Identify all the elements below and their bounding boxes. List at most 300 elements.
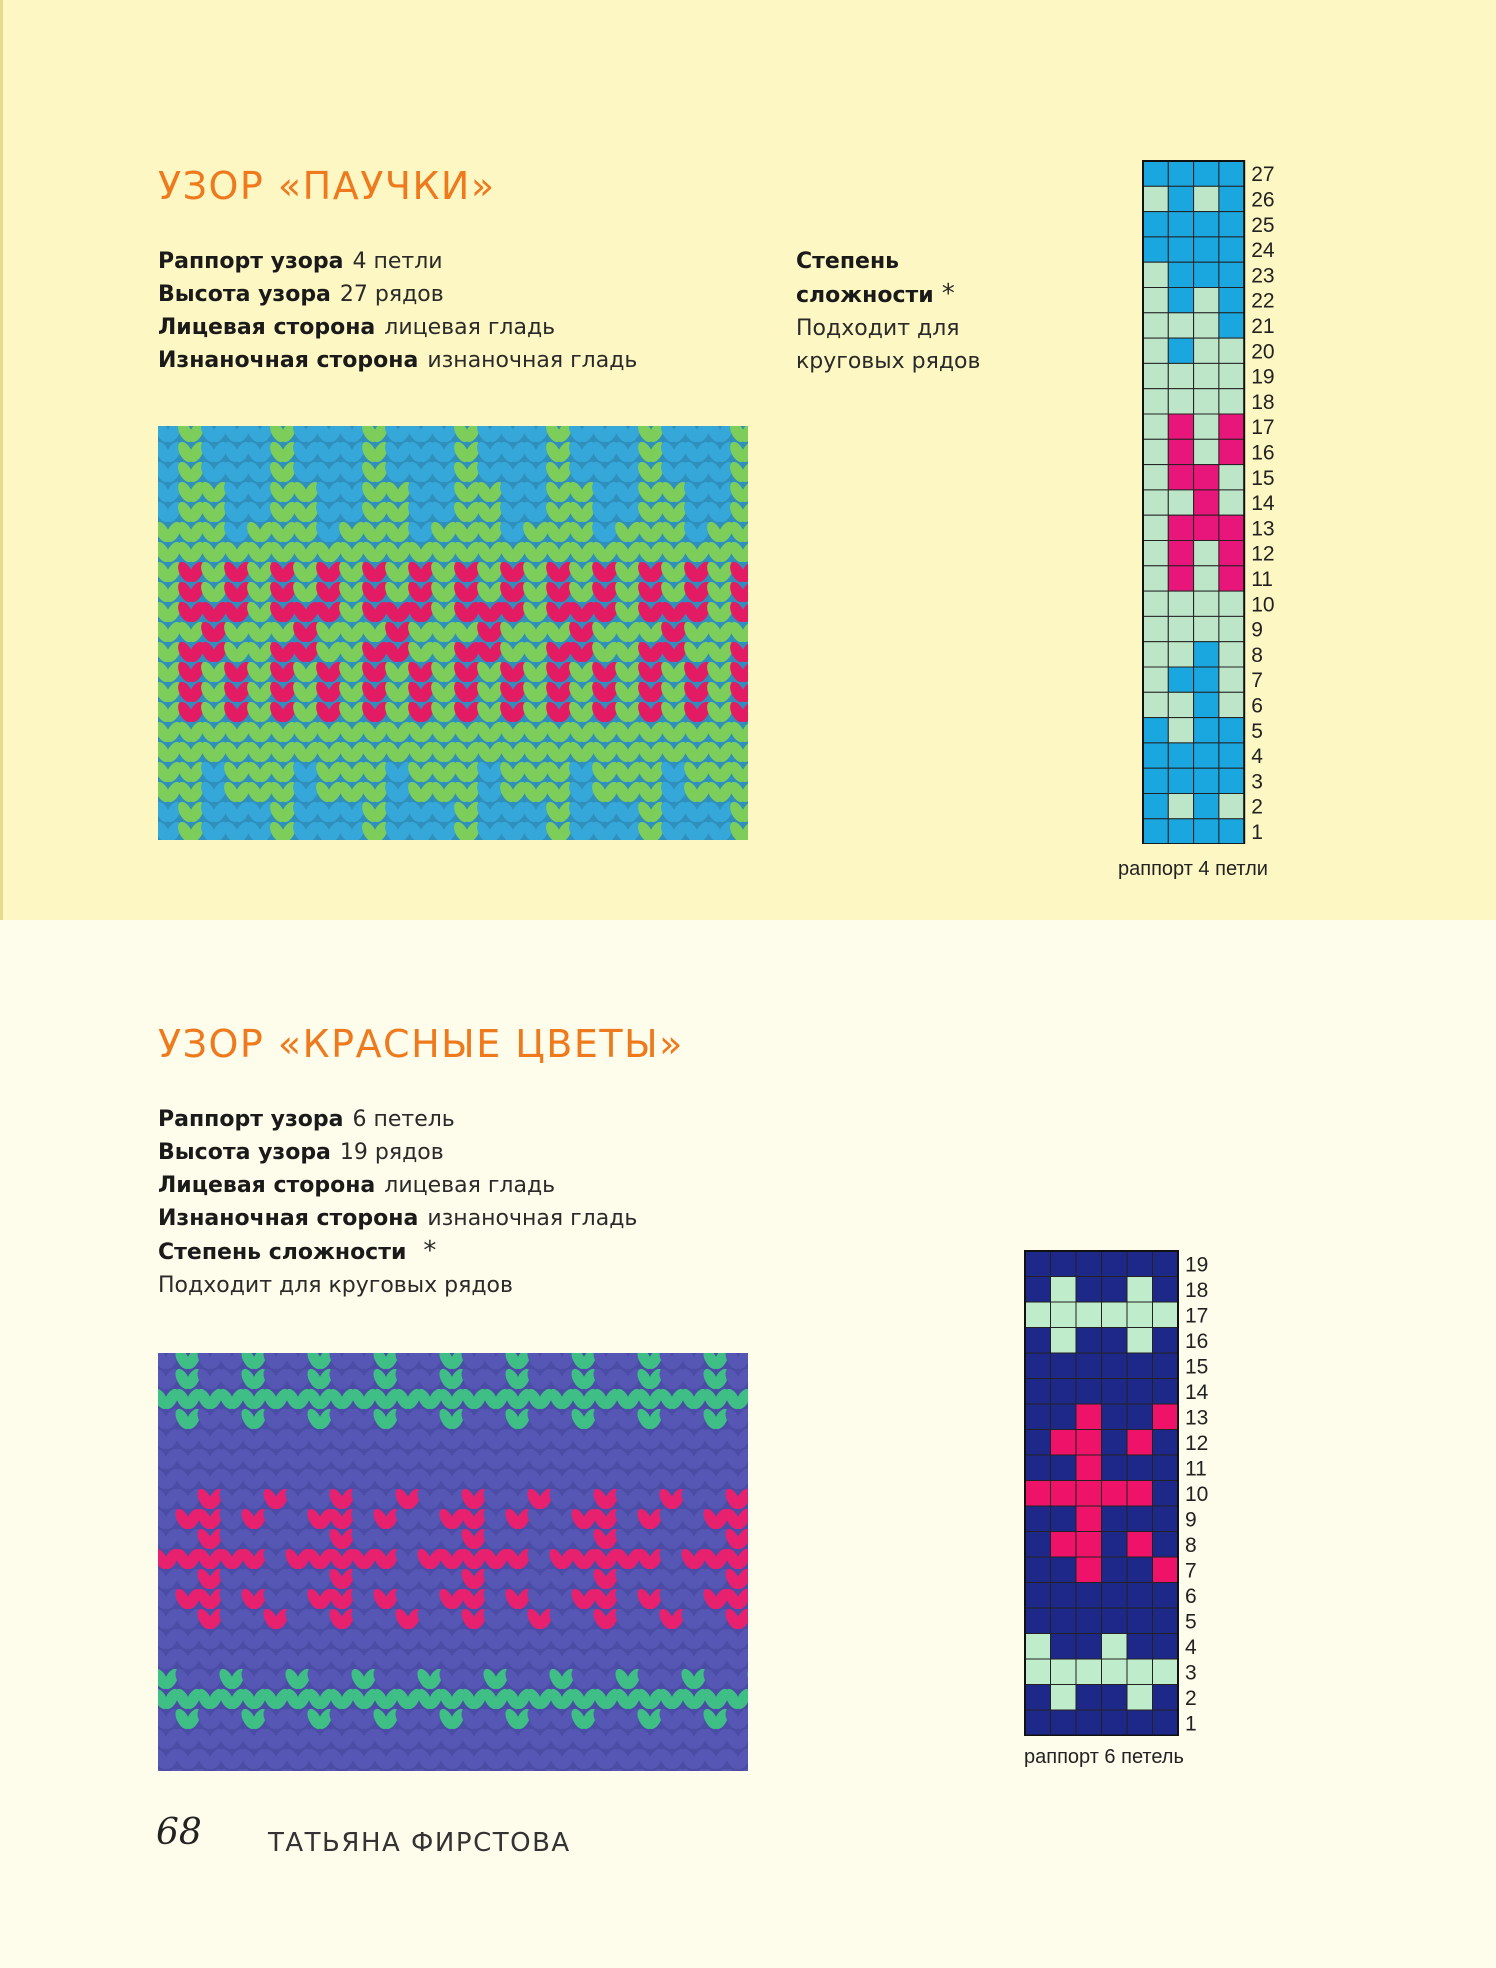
chart-cell [1143,363,1168,388]
page-edge [0,0,3,920]
difficulty-label: Степень сложности [158,1240,407,1265]
chart-cell [1127,1430,1153,1456]
face-side-label: Лицевая сторона [158,315,376,340]
chart-cell [1219,313,1244,338]
chart-cell [1219,288,1244,313]
chart-row-number: 15 [1251,466,1275,490]
chart-cell [1153,1481,1179,1507]
chart-row-number: 15 [1185,1355,1209,1379]
chart-cell [1143,212,1168,237]
chart-cell [1051,1302,1077,1328]
height-label: Высота узора [158,1140,331,1165]
chart-cell [1143,237,1168,262]
chart-cell [1143,186,1168,211]
chart-cell [1025,1532,1051,1558]
chart-cell [1076,1430,1102,1456]
chart-cell [1219,338,1244,363]
chart-cell [1168,288,1193,313]
chart-cell [1025,1328,1051,1354]
chart-cell [1025,1404,1051,1430]
chart-cell [1219,692,1244,717]
chart-cell [1194,642,1219,667]
chart-cell [1143,161,1168,186]
chart-cell [1153,1506,1179,1532]
back-side-value: изнаночная гладь [427,348,638,373]
chart-cell [1143,414,1168,439]
chart-cell [1127,1557,1153,1583]
chart-cell [1194,439,1219,464]
chart-cell [1102,1634,1128,1660]
chart-cell [1153,1557,1179,1583]
chart-row-number: 2 [1251,795,1263,819]
chart-row-number: 21 [1251,315,1275,339]
chart-row-number: 27 [1251,163,1275,187]
chart-cell [1153,1532,1179,1558]
chart-cell [1219,819,1244,844]
rapport-label: Раппорт узора [158,249,344,274]
chart-cell [1051,1634,1077,1660]
chart-cell [1143,439,1168,464]
difficulty-label-1: Степень [796,249,900,274]
chart-cell [1194,515,1219,540]
chart-cell [1219,642,1244,667]
pattern-title-spiders: УЗОР «ПАУЧКИ» [158,164,496,208]
chart-cell [1219,237,1244,262]
chart-cell [1143,642,1168,667]
chart-cell [1168,237,1193,262]
chart-cell [1076,1608,1102,1634]
chart-cell [1102,1302,1128,1328]
chart-cell [1143,515,1168,540]
chart-cell [1194,591,1219,616]
chart-cell [1127,1277,1153,1303]
chart-row-number: 8 [1251,643,1263,667]
chart-cell [1025,1710,1051,1736]
chart-cell [1102,1379,1128,1405]
chart-row-number: 10 [1185,1482,1209,1506]
chart-row-number: 17 [1251,416,1275,440]
chart-cell [1194,389,1219,414]
chart-cell [1076,1404,1102,1430]
chart-cell [1168,490,1193,515]
difficulty-star: * [941,279,955,309]
chart-cell [1076,1353,1102,1379]
chart-cell [1102,1557,1128,1583]
chart-cell [1051,1608,1077,1634]
chart-cell [1153,1328,1179,1354]
chart-cell [1025,1302,1051,1328]
chart-row-number: 18 [1185,1278,1209,1302]
chart-cell [1194,338,1219,363]
chart-cell [1153,1302,1179,1328]
chart-cell [1102,1430,1128,1456]
difficulty-label-line1 [796,245,980,278]
chart-cell [1025,1251,1051,1277]
chart-cell [1025,1430,1051,1456]
chart-row-number: 6 [1251,694,1263,718]
difficulty-star: * [423,1236,437,1266]
height-row [158,278,637,311]
pattern-specs-spiders [158,245,637,377]
chart-row-number: 16 [1185,1329,1209,1353]
chart-cell [1194,743,1219,768]
chart-cell [1051,1583,1077,1609]
chart-cell [1194,313,1219,338]
chart-cell [1025,1277,1051,1303]
chart-row-number: 6 [1185,1584,1197,1608]
chart-row-number: 12 [1251,542,1275,566]
chart-cell [1168,212,1193,237]
chart-cell [1051,1251,1077,1277]
back-side-label: Изнаночная сторона [158,1206,419,1231]
chart-cell [1102,1328,1128,1354]
rapport-value: 4 петли [352,249,443,274]
chart-row-number: 9 [1185,1508,1197,1532]
chart-cell [1127,1685,1153,1711]
chart-cell [1219,541,1244,566]
chart-cell [1143,768,1168,793]
chart-cell [1076,1481,1102,1507]
chart-row-number: 5 [1185,1610,1197,1634]
chart-cell [1194,237,1219,262]
chart-cell [1219,591,1244,616]
chart-cell [1194,718,1219,743]
chart-cell [1153,1685,1179,1711]
chart-cell [1143,313,1168,338]
chart-cell [1143,718,1168,743]
chart-cell [1051,1557,1077,1583]
chart-cell [1168,389,1193,414]
round-rows-note: Подходит для круговых рядов [158,1273,513,1298]
face-side-label: Лицевая сторона [158,1173,376,1198]
chart-cell [1127,1634,1153,1660]
chart-cell [1102,1608,1128,1634]
chart-cell [1102,1251,1128,1277]
chart-cell [1051,1685,1077,1711]
chart-cell [1143,819,1168,844]
chart-cell [1076,1659,1102,1685]
chart-cell [1076,1710,1102,1736]
back-side-row [158,344,637,377]
chart-cell [1219,515,1244,540]
chart-cell [1076,1379,1102,1405]
chart-cell [1025,1659,1051,1685]
chart-cell [1102,1506,1128,1532]
face-side-row [158,311,637,344]
chart-row-number: 25 [1251,213,1275,237]
chart-row-number: 14 [1251,492,1275,516]
chart-cell [1051,1404,1077,1430]
height-row [158,1136,637,1169]
chart-cell [1168,667,1193,692]
chart-cell [1102,1710,1128,1736]
face-side-value: лицевая гладь [384,315,556,340]
chart-cell [1168,363,1193,388]
chart-cell [1194,794,1219,819]
chart-cell [1143,591,1168,616]
chart-cell [1051,1659,1077,1685]
chart-cell [1051,1532,1077,1558]
knit-photo-spiders [158,426,748,840]
chart-cell [1219,262,1244,287]
chart-cell [1076,1685,1102,1711]
chart-cell [1025,1583,1051,1609]
chart-cell [1194,692,1219,717]
pattern-specs-red-flowers [158,1103,637,1302]
chart-cell [1219,768,1244,793]
chart-cell [1168,414,1193,439]
chart-row-number: 22 [1251,289,1275,313]
chart-cell [1153,1608,1179,1634]
chart-cell [1194,186,1219,211]
chart-cell [1102,1353,1128,1379]
chart-cell [1127,1302,1153,1328]
chart-row-number: 11 [1251,568,1274,592]
chart-row-number: 16 [1251,441,1275,465]
chart-row-number: 5 [1251,719,1263,743]
chart-row-number: 19 [1185,1253,1209,1277]
rapport-row [158,245,637,278]
pattern-title-red-flowers: УЗОР «КРАСНЫЕ ЦВЕТЫ» [158,1022,684,1066]
chart-cell [1143,794,1168,819]
chart-cell [1051,1430,1077,1456]
chart-cell [1143,667,1168,692]
chart-cell [1076,1455,1102,1481]
chart-row-number: 20 [1251,340,1275,364]
chart-cell [1194,819,1219,844]
chart-cell [1219,490,1244,515]
chart-cell [1153,1430,1179,1456]
chart-cell [1219,186,1244,211]
chart-row-number: 13 [1251,517,1275,541]
difficulty-label-2: сложности [796,283,934,308]
chart-cell [1194,566,1219,591]
chart-cell [1168,338,1193,363]
chart-cell [1168,313,1193,338]
chart-row-number: 3 [1251,770,1263,794]
chart-cell [1025,1634,1051,1660]
chart-cell [1194,414,1219,439]
chart-cell [1219,212,1244,237]
chart-cell [1143,338,1168,363]
chart-cell [1168,692,1193,717]
chart-cell [1051,1481,1077,1507]
chart-cell [1219,616,1244,641]
chart-cell [1194,465,1219,490]
chart-row-number: 10 [1251,593,1275,617]
chart-cell [1153,1251,1179,1277]
chart-cell [1127,1328,1153,1354]
chart-cell [1143,566,1168,591]
chart-cell [1194,262,1219,287]
chart-cell [1168,591,1193,616]
chart-cell [1076,1328,1102,1354]
chart-cell [1168,566,1193,591]
chart-cell [1102,1583,1128,1609]
chart-cell [1102,1659,1128,1685]
chart-cell [1025,1506,1051,1532]
chart-cell [1143,743,1168,768]
chart-cell [1076,1506,1102,1532]
chart-cell [1076,1634,1102,1660]
chart-cell [1127,1404,1153,1430]
chart-cell [1194,541,1219,566]
back-side-label: Изнаночная сторона [158,348,419,373]
chart-cell [1153,1353,1179,1379]
chart-row-number: 7 [1185,1559,1197,1583]
chart-row-number: 14 [1185,1380,1209,1404]
height-value: 19 рядов [339,1140,444,1165]
chart-cell [1051,1455,1077,1481]
chart-cell [1219,743,1244,768]
chart-cell [1168,819,1193,844]
chart-cell [1153,1710,1179,1736]
difficulty-row [158,1235,637,1269]
height-label: Высота узора [158,282,331,307]
chart-cell [1102,1455,1128,1481]
chart-row-number: 23 [1251,264,1275,288]
chart-cell [1127,1659,1153,1685]
difficulty-label-line2 [796,278,980,312]
chart-cell [1194,212,1219,237]
chart-cell [1051,1506,1077,1532]
chart-row-number: 7 [1251,669,1263,693]
back-side-value: изнаночная гладь [427,1206,638,1231]
chart-cell [1194,490,1219,515]
chart-cell [1194,161,1219,186]
chart-cell [1127,1506,1153,1532]
page-number: 68 [156,1812,202,1853]
chart-cell [1076,1532,1102,1558]
chart-cell [1153,1379,1179,1405]
chart-cell [1219,718,1244,743]
chart-cell [1143,262,1168,287]
chart-cell [1076,1557,1102,1583]
chart-cell [1143,389,1168,414]
chart-cell [1102,1532,1128,1558]
chart-cell [1127,1532,1153,1558]
chart-cell [1025,1481,1051,1507]
chart-cell [1051,1328,1077,1354]
chart-cell [1219,161,1244,186]
face-side-row [158,1169,637,1202]
chart-cell [1219,667,1244,692]
chart-cell [1194,616,1219,641]
rapport-value: 6 петель [352,1107,455,1132]
chart-cell [1168,642,1193,667]
chart-cell [1143,465,1168,490]
chart-cell [1153,1659,1179,1685]
rapport-row [158,1103,637,1136]
rapport-label: Раппорт узора [158,1107,344,1132]
chart-cell [1127,1251,1153,1277]
chart-cell [1102,1404,1128,1430]
chart-cell [1168,439,1193,464]
chart-cell [1127,1710,1153,1736]
chart-cell [1153,1404,1179,1430]
chart-row-number: 9 [1251,618,1263,642]
chart-cell [1076,1302,1102,1328]
chart-cell [1127,1455,1153,1481]
chart-row-number: 17 [1185,1304,1209,1328]
chart-row-number: 8 [1185,1533,1197,1557]
chart-cell [1219,566,1244,591]
chart-cell [1102,1481,1128,1507]
chart-cell [1143,288,1168,313]
chart-cell [1025,1455,1051,1481]
chart-cell [1051,1277,1077,1303]
knit-photo-red-flowers [158,1353,748,1771]
chart-cell [1168,794,1193,819]
chart-cell [1219,363,1244,388]
chart-cell [1102,1277,1128,1303]
chart-cell [1168,768,1193,793]
chart-cell [1168,743,1193,768]
chart-cell [1168,161,1193,186]
chart-row-number: 19 [1251,365,1275,389]
chart-row-number: 11 [1185,1457,1207,1481]
author-name: ТАТЬЯНА ФИРСТОВА [268,1828,571,1858]
chart-row-number: 4 [1251,745,1263,769]
chart-row-number: 18 [1251,390,1275,414]
chart-cell [1153,1277,1179,1303]
chart-cell [1051,1710,1077,1736]
chart-cell [1127,1583,1153,1609]
chart-red-flowers [1024,1250,1228,1736]
chart-row-number: 3 [1185,1661,1197,1685]
chart-cell [1143,616,1168,641]
height-value: 27 рядов [339,282,444,307]
chart-cell [1219,439,1244,464]
chart-spiders [1142,160,1312,844]
back-side-row [158,1202,637,1235]
chart-cell [1076,1277,1102,1303]
chart-cell [1025,1608,1051,1634]
chart-cell [1219,389,1244,414]
round-rows-note-1: Подходит для [796,316,960,341]
chart-cell [1076,1251,1102,1277]
chart-row-number: 1 [1185,1712,1197,1736]
chart-cell [1025,1379,1051,1405]
chart-cell [1168,186,1193,211]
chart-cell [1102,1685,1128,1711]
chart-cell [1194,363,1219,388]
chart-cell [1127,1481,1153,1507]
chart-cell [1194,768,1219,793]
chart-cell [1219,414,1244,439]
chart-cell [1127,1353,1153,1379]
chart-row-number: 13 [1185,1406,1209,1430]
chart-cell [1153,1583,1179,1609]
chart-cell [1168,541,1193,566]
chart-cell [1025,1353,1051,1379]
difficulty-block-spiders [796,245,980,378]
chart-cell [1127,1608,1153,1634]
chart-cell [1076,1583,1102,1609]
chart-cell [1168,616,1193,641]
chart-cell [1168,718,1193,743]
chart-cell [1051,1379,1077,1405]
chart-row-number: 24 [1251,239,1275,263]
chart-cell [1194,288,1219,313]
chart-caption-spiders: раппорт 4 петли [1118,858,1268,880]
face-side-value: лицевая гладь [384,1173,556,1198]
chart-row-number: 2 [1185,1686,1197,1710]
chart-cell [1219,794,1244,819]
chart-cell [1025,1685,1051,1711]
chart-cell [1051,1353,1077,1379]
chart-row-number: 4 [1185,1635,1197,1659]
